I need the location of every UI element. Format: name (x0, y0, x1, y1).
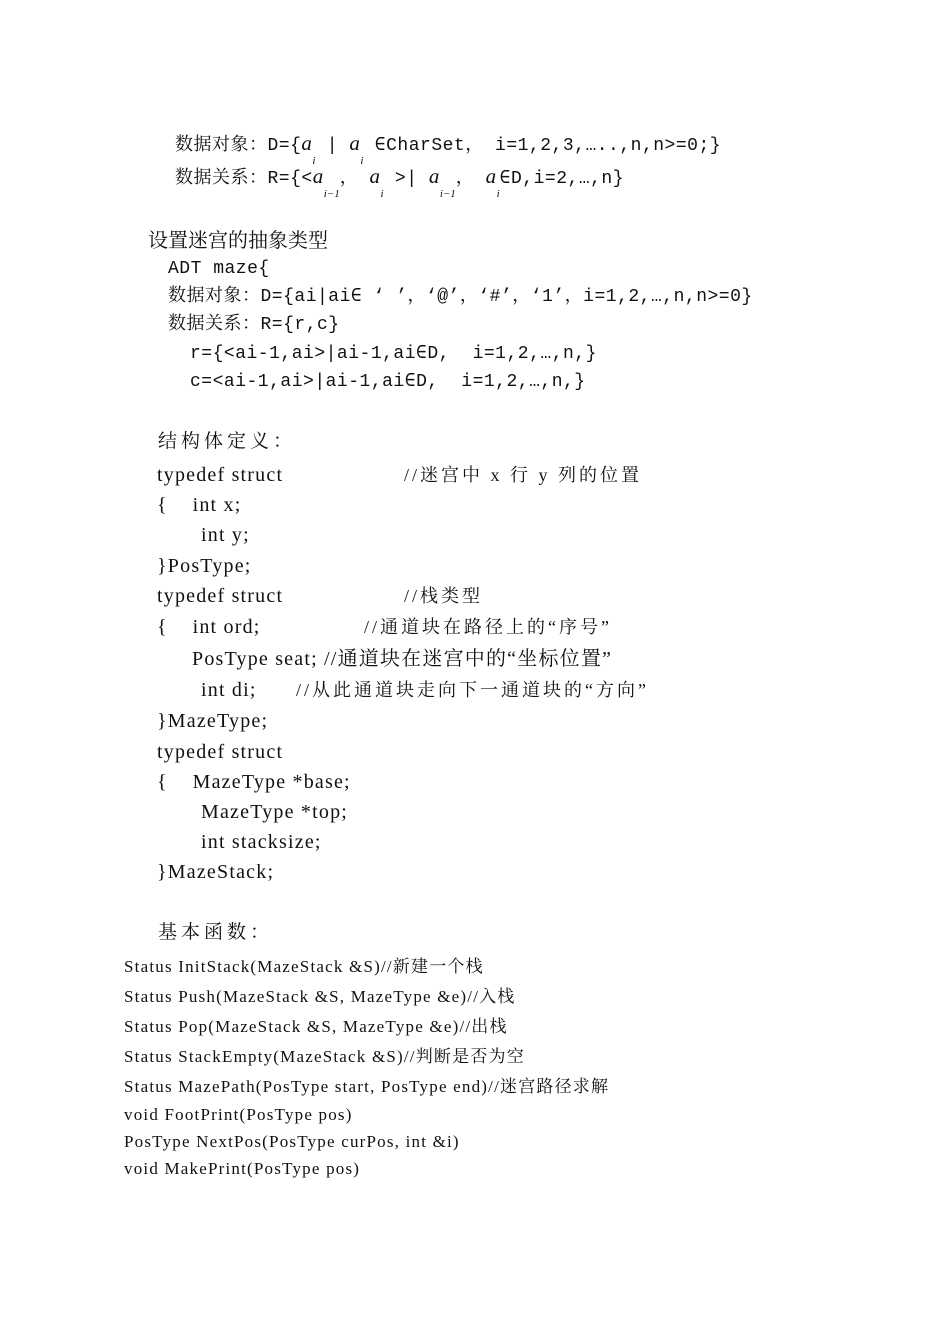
maze-adt-line: r={<ai-1,ai>|ai-1,ai∈D, i=1,2,…,n,} (190, 344, 597, 364)
maze-adt-line: ADT maze{ (168, 259, 270, 279)
code-line: MazeType *top; (201, 801, 349, 823)
code-line: { MazeType *base; (157, 771, 351, 793)
data-object-line: 数据对象：$D=\{a_i$ | $a_i$ ∈CharSet， i=1,2,3,…..,n,n>=0;} (175, 131, 722, 167)
maze-adt-heading: 设置迷宫的抽象类型 (148, 228, 328, 252)
code-comment: //通道块在路径上的“序号” (364, 617, 612, 637)
struct-heading: 结构体定义： (158, 430, 297, 452)
code-line: int y; (201, 524, 250, 546)
maze-adt-line: 数据关系：R={r,c} (168, 315, 340, 335)
function-item: Status MazePath(PosType start, PosType end)//迷宫路径求解 (124, 1077, 610, 1096)
function-item: Status InitStack(MazeStack &S)//新建一个栈 (124, 957, 484, 976)
code-line: typedef struct (157, 585, 284, 607)
code-line: }PosType; (157, 555, 252, 577)
function-item: void FootPrint(PosType pos) (124, 1105, 353, 1124)
code-line: }MazeStack; (157, 861, 275, 883)
maze-adt-line: c=<ai-1,ai>|ai-1,ai∈D, i=1,2,…,n,} (190, 372, 586, 392)
code-line: int stacksize; (201, 831, 322, 853)
code-line: }MazeType; (157, 710, 269, 732)
code-line: typedef struct (157, 741, 284, 763)
function-item: void MakePrint(PosType pos) (124, 1159, 361, 1178)
functions-heading: 基本函数： (158, 921, 274, 943)
function-item: Status Push(MazeStack &S, MazeType &e)//入栈 (124, 987, 516, 1006)
maze-adt-line: 数据对象：D={ai|ai∈ ‘ ’，‘@’，‘#’，‘1’，i=1,2,…,n,n>=0} (168, 287, 753, 307)
code-line: typedef struct (157, 464, 284, 486)
function-item: Status Pop(MazeStack &S, MazeType &e)//出栈 (124, 1017, 508, 1036)
code-comment: //栈类型 (404, 586, 484, 606)
code-comment: //迷宫中 x 行 y 列的位置 (404, 465, 643, 485)
data-relation-line: 数据关系：$R=\{<a_{i-1}$， $a_i$ >| $a_{i-1}$， $a_i\in D,i=2,\dots,n$} (175, 164, 625, 200)
function-item: Status StackEmpty(MazeStack &S)//判断是否为空 (124, 1047, 525, 1066)
code-comment: //从此通道块走向下一通道块的“方向” (296, 680, 649, 700)
code-line: int di; (201, 679, 257, 701)
code-line: PosType seat; //通道块在迷宫中的“坐标位置” (192, 648, 613, 670)
code-line: { int ord; (157, 616, 261, 638)
function-item: PosType NextPos(PosType curPos, int &i) (124, 1132, 460, 1151)
code-line: { int x; (157, 494, 242, 516)
